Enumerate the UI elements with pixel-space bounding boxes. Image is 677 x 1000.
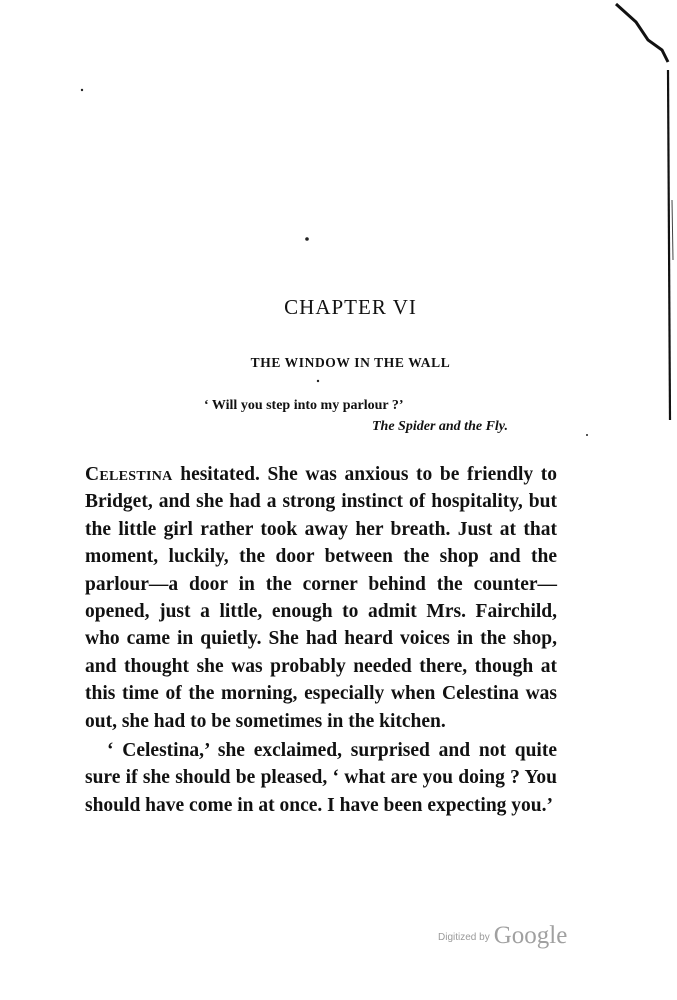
- speck: [317, 380, 319, 382]
- chapter-subtitle: THE WINDOW IN THE WALL: [250, 355, 451, 370]
- speck: [586, 434, 588, 436]
- binding-edge-stroke: [616, 4, 668, 62]
- paragraph-text: ‘ Celestina,’ she exclaimed, surprised and not quite sure if she should be pleased, ‘ what are you doing ? You should have come in at once. I have been expecting you.’: [85, 740, 557, 816]
- chapter-title: CHAPTER VI: [284, 295, 417, 319]
- speck: [305, 237, 309, 241]
- paragraph-text: hesitated. She was anxious to be friendly to Bridget, and she had a strong instinct of hospitality, but the little girl rather took away her breath. Just at that moment, luckily, the door between the shop and the parlour—a door in the corner behind the counter—opened, just a little, enough to admit Mrs. Fairchild, who came in quietly. She had heard voices in the shop, and thought she was probably needed there, though at this time of the morning, especially when Celestina was out, she had to be sometimes in the kitchen.: [85, 464, 557, 732]
- epigraph-quote: ‘ Will you step into my parlour ?’: [204, 398, 404, 413]
- watermark-logo-text: Google: [493, 922, 568, 949]
- watermark-small-text: Digitized by: [438, 932, 490, 943]
- paragraph-1: [85, 461, 557, 735]
- speck: [81, 89, 83, 91]
- digitized-watermark: [438, 922, 567, 950]
- paragraph-2: [85, 737, 557, 819]
- body-text: [85, 461, 557, 819]
- paragraph-lead-word: Celestina: [85, 464, 173, 485]
- epigraph-source: The Spider and the Fly.: [372, 419, 508, 434]
- binding-edge-line-faint: [672, 200, 673, 260]
